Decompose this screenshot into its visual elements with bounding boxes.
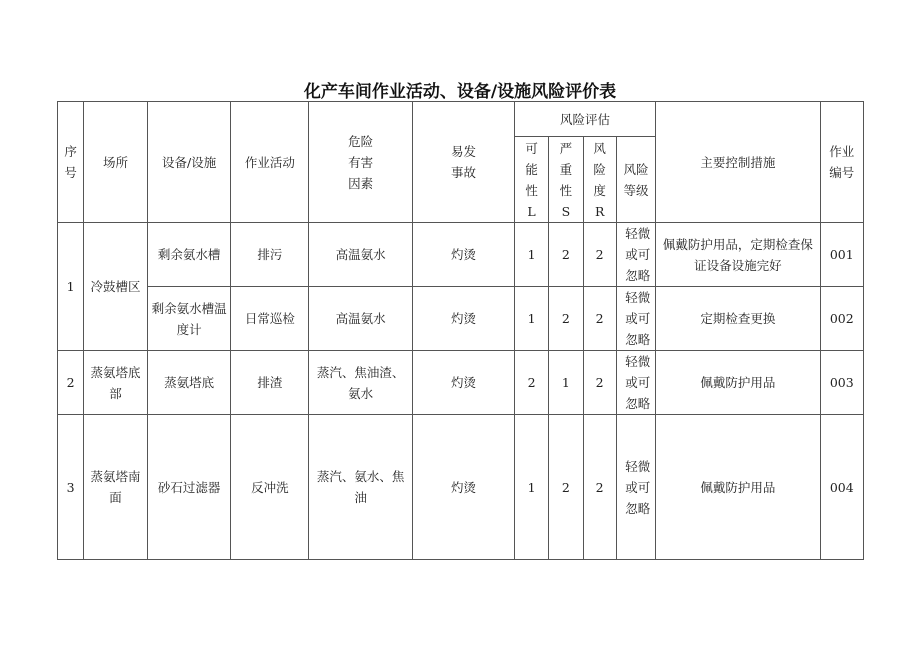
- header-risk-eval: 风险评估: [514, 102, 655, 137]
- cell-R: 2: [583, 223, 616, 287]
- cell-seq: 2: [58, 351, 84, 415]
- cell-L: 2: [514, 351, 548, 415]
- header-L: 可 能 性 L: [514, 137, 548, 223]
- cell-grade: 轻微或可忽略: [616, 415, 655, 560]
- cell-activity: 日常巡检: [231, 287, 309, 351]
- cell-accident: 灼烫: [413, 415, 515, 560]
- cell-accident: 灼烫: [413, 287, 515, 351]
- cell-measures: 佩戴防护用品: [656, 351, 820, 415]
- cell-hazard: 蒸汽、氨水、焦油: [309, 415, 413, 560]
- cell-activity: 反冲洗: [231, 415, 309, 560]
- header-hazard: 危险 有害 因素: [309, 102, 413, 223]
- header-R: 风 险 度 R: [583, 137, 616, 223]
- header-measures: 主要控制措施: [656, 102, 820, 223]
- cell-measures: 定期检查更换: [656, 287, 820, 351]
- cell-job-no: 001: [820, 223, 863, 287]
- cell-hazard: 蒸汽、焦油渣、氨水: [309, 351, 413, 415]
- cell-S: 1: [549, 351, 583, 415]
- header-equipment: 设备/设施: [147, 102, 231, 223]
- cell-job-no: 002: [820, 287, 863, 351]
- header-activity: 作业活动: [231, 102, 309, 223]
- cell-seq: 3: [58, 415, 84, 560]
- cell-equipment: 砂石过滤器: [147, 415, 231, 560]
- cell-measures: 佩戴防护用品: [656, 415, 820, 560]
- cell-S: 2: [549, 223, 583, 287]
- table-row: [58, 287, 864, 351]
- cell-L: 1: [514, 415, 548, 560]
- cell-R: 2: [583, 351, 616, 415]
- table-row: [58, 351, 864, 415]
- cell-activity: 排渣: [231, 351, 309, 415]
- cell-R: 2: [583, 287, 616, 351]
- cell-grade: 轻微或可忽略: [616, 351, 655, 415]
- cell-job-no: 003: [820, 351, 863, 415]
- header-grade: 风险 等级: [616, 137, 655, 223]
- cell-equipment: 剩余氨水槽: [147, 223, 231, 287]
- cell-seq: 1: [58, 223, 84, 351]
- header-job-no: 作业 编号: [820, 102, 863, 223]
- cell-R: 2: [583, 415, 616, 560]
- table-row: [58, 415, 864, 560]
- cell-accident: 灼烫: [413, 223, 515, 287]
- cell-equipment: 剩余氨水槽温度计: [147, 287, 231, 351]
- cell-hazard: 高温氨水: [309, 223, 413, 287]
- cell-grade: 轻微或可忽略: [616, 223, 655, 287]
- header-accident: 易发 事故: [413, 102, 515, 223]
- risk-assessment-table: [57, 101, 864, 560]
- cell-S: 2: [549, 287, 583, 351]
- cell-activity: 排污: [231, 223, 309, 287]
- header-S: 严 重 性 S: [549, 137, 583, 223]
- table-row: [58, 223, 864, 287]
- cell-measures: 佩戴防护用品，定期检查保证设备设施完好: [656, 223, 820, 287]
- header-row: [58, 102, 864, 137]
- cell-place: 冷鼓槽区: [84, 223, 148, 351]
- cell-place: 蒸氨塔底部: [84, 351, 148, 415]
- cell-hazard: 高温氨水: [309, 287, 413, 351]
- cell-L: 1: [514, 223, 548, 287]
- cell-job-no: 004: [820, 415, 863, 560]
- cell-accident: 灼烫: [413, 351, 515, 415]
- page-title: 化产车间作业活动、设备/设施风险评价表: [303, 82, 617, 102]
- cell-L: 1: [514, 287, 548, 351]
- header-place: 场所: [84, 102, 148, 223]
- header-seq: 序 号: [58, 102, 84, 223]
- cell-S: 2: [549, 415, 583, 560]
- cell-place: 蒸氨塔南面: [84, 415, 148, 560]
- cell-grade: 轻微或可忽略: [616, 287, 655, 351]
- cell-equipment: 蒸氨塔底: [147, 351, 231, 415]
